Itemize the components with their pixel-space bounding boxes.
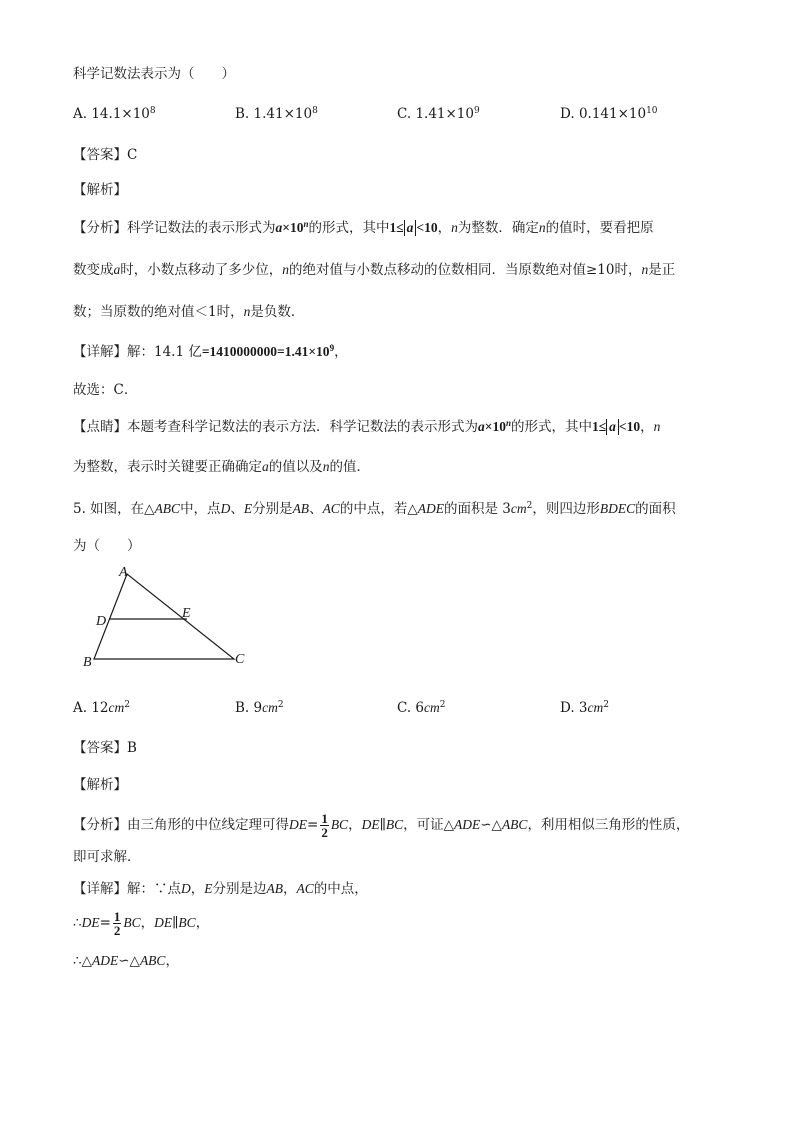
triangle-figure	[78, 562, 258, 674]
q5-xiangjie-line3: ∴△ADE∽△ABC，	[73, 953, 179, 969]
q4-option-d: D. $0.141\times 10^{10}$	[560, 106, 658, 122]
q5-xiangjie-line2: ∴DE= $\frac{1}{2}$ BC，DE∥BC，	[73, 909, 210, 938]
q4-fenxi-line3: 数；当原数的绝对值＜1时，n是负数．	[73, 304, 305, 320]
q4-option-a: A. $14.1\times 10^8$	[73, 106, 156, 122]
fraction-half: $\frac{1}{2}$	[113, 909, 121, 938]
vertex-label-b: B	[83, 655, 92, 670]
q4-dianjing-line2: 为整数，表示时关键要正确确定a的值以及n的值．	[73, 459, 370, 475]
fraction-half: $\frac{1}{2}$	[321, 811, 328, 840]
q4-xiangjie: 【详解】解：14.1 亿$=1410000000=1.41\times 10^9$，	[73, 343, 348, 360]
q4-choose: 故选：C．	[73, 382, 138, 398]
q5-stem-line1: 5. 如图，在△ABC中，点D、E分别是AB、AC的中点，若△ADE的面积是 $3cm^2$，则四边形BDEC的面积	[73, 501, 676, 517]
q5-option-a: A. $12cm^2$	[73, 700, 130, 716]
q5-fenxi-line2: 即可求解．	[73, 849, 141, 865]
q4-option-b: B. $1.41\times 10^8$	[235, 106, 318, 122]
q5-answer: 【答案】B	[73, 740, 137, 756]
q5-fenxi-line1: 【分析】由三角形的中位线定理可得DE= $\frac{1}{2}$ BC，DE∥BC，可证△ADE∽△ABC，利用相似三角形的性质，	[73, 811, 690, 840]
q5-stem-line2: 为（ ）	[73, 538, 141, 554]
q5-option-c: C. $6cm^2$	[397, 700, 446, 716]
q5-xiangjie-line1: 【详解】解：∵点D，E分别是边AB，AC的中点，	[73, 881, 368, 897]
q4-stem: 科学记数法表示为（ ）	[73, 66, 235, 82]
triangle-abc	[94, 574, 234, 659]
vertex-label-e: E	[182, 606, 191, 621]
q4-fenxi-line2: 数变成a时，小数点移动了多少位，n的绝对值与小数点移动的位数相同．当原数绝对值≥10时，n是正	[73, 262, 676, 278]
q5-option-b: B. $9cm^2$	[235, 700, 284, 716]
vertex-label-d: D	[96, 614, 107, 629]
q4-answer: 【答案】C	[73, 147, 138, 163]
vertex-label-c: C	[235, 652, 245, 667]
q4-fenxi-line1: 【分析】科学记数法的表示形式为$a\times 10^n$的形式，其中1≤ a <10，n为整数．确定n的值时，要看把原	[73, 219, 654, 236]
q5-option-d: D. $3cm^2$	[560, 700, 609, 716]
q5-analysis-heading: 【解析】	[73, 777, 127, 793]
q4-dianjing-line1: 【点睛】本题考查科学记数法的表示方法．科学记数法的表示形式为$a\times 10^n$的形式，其中1≤ a <10，n	[73, 418, 661, 435]
q4-option-c: C. $1.41\times 10^9$	[397, 106, 480, 122]
q4-analysis-heading: 【解析】	[73, 182, 127, 198]
vertex-label-a: A	[119, 565, 128, 580]
